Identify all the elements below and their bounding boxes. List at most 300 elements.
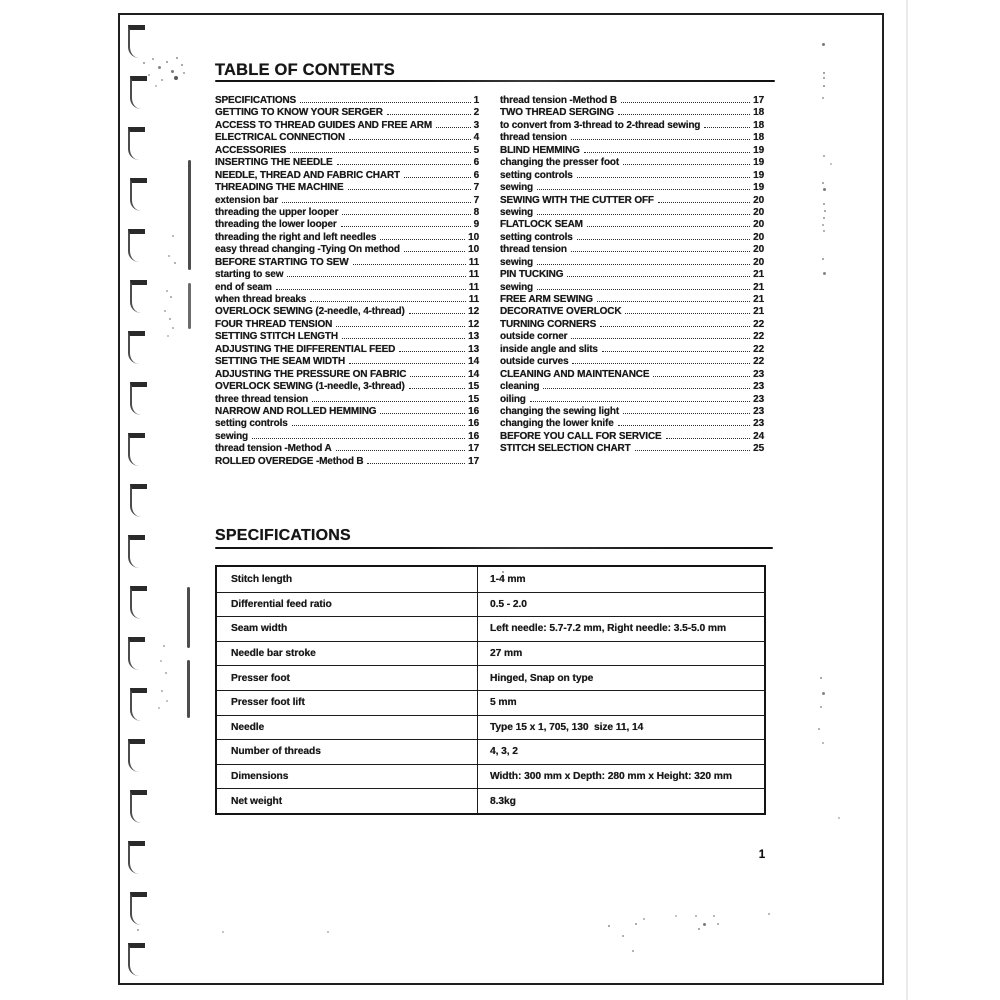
toc-entry-page: 7 xyxy=(473,182,479,194)
binding-hole-mark xyxy=(128,433,145,466)
toc-entry-label: changing the lower knife xyxy=(500,418,614,430)
toc-entry-page: 21 xyxy=(753,294,764,305)
leader-dots xyxy=(310,301,465,302)
leader-dots xyxy=(312,401,465,402)
spec-value-cell: Width: 300 mm x Depth: 280 mm x Height: 320 mm xyxy=(477,765,764,789)
leader-dots xyxy=(653,376,750,377)
toc-entry-page: 15 xyxy=(468,381,479,393)
scan-speck xyxy=(161,690,163,692)
spec-table xyxy=(215,565,766,815)
scan-speck xyxy=(160,660,162,662)
toc-entry-page: 23 xyxy=(753,368,764,380)
scan-speck xyxy=(823,155,825,157)
leader-dots xyxy=(353,264,466,265)
scan-speck xyxy=(181,64,183,66)
toc-entry-label: THREADING THE MACHINE xyxy=(215,182,344,194)
toc-entry xyxy=(500,145,764,157)
toc-entry xyxy=(500,182,764,194)
toc-entry-label: SEWING WITH THE CUTTER OFF xyxy=(500,194,654,206)
binding-hole-mark xyxy=(130,484,147,517)
leader-dots xyxy=(577,239,751,240)
spec-label-cell: Presser foot xyxy=(231,672,290,684)
scan-speck xyxy=(137,929,139,931)
toc-entry xyxy=(500,107,764,119)
spec-label-cell: Needle xyxy=(231,721,265,733)
toc-entry-page: 20 xyxy=(753,256,764,268)
scan-speck xyxy=(823,188,826,191)
leader-dots xyxy=(587,226,750,227)
toc-entry-page: 17 xyxy=(468,443,479,455)
scan-speck xyxy=(820,706,822,708)
scan-speck xyxy=(166,700,168,702)
toc-entry-page: 19 xyxy=(753,182,764,194)
toc-entry-page: 21 xyxy=(753,306,764,318)
toc-entry-label: ACCESSORIES xyxy=(215,144,287,156)
toc-entry-label: thread tension xyxy=(500,244,567,256)
toc-entry-page: 11 xyxy=(468,294,479,305)
spec-value-cell: 8.3kg xyxy=(477,789,764,813)
scan-speck xyxy=(717,923,719,925)
toc-entry xyxy=(215,219,479,231)
toc-entry xyxy=(215,319,479,331)
leader-dots xyxy=(572,363,750,364)
toc-entry-page: 21 xyxy=(753,269,764,281)
scan-speck xyxy=(675,915,677,917)
scan-speck xyxy=(174,262,176,264)
toc-entry-page: 18 xyxy=(753,107,764,119)
scan-speck xyxy=(823,77,825,79)
leader-dots xyxy=(537,214,750,215)
scan-speck xyxy=(635,923,637,925)
toc-entry-label: outside corner xyxy=(500,331,568,343)
toc-entry xyxy=(215,456,479,468)
toc-entry xyxy=(215,381,479,393)
leader-dots xyxy=(621,102,750,103)
toc-entry xyxy=(215,132,479,144)
spec-row xyxy=(217,788,764,813)
scan-speck xyxy=(165,672,167,674)
toc-title: TABLE OF CONTENTS xyxy=(215,61,396,79)
toc-entry-label: TURNING CORNERS xyxy=(500,318,597,330)
toc-entry-label: BEFORE STARTING TO SEW xyxy=(215,256,349,268)
scan-speck xyxy=(502,571,504,573)
toc-entry-page: 12 xyxy=(468,318,479,330)
leader-dots xyxy=(597,301,750,302)
leader-dots xyxy=(530,401,750,402)
leader-dots xyxy=(666,438,751,439)
spec-row xyxy=(217,641,764,666)
toc-entry-page: 6 xyxy=(473,157,479,169)
leader-dots xyxy=(584,152,750,153)
leader-dots xyxy=(404,251,465,252)
toc-entry-page: 25 xyxy=(753,443,764,455)
toc-entry-page: 14 xyxy=(468,356,479,368)
toc-entry-label: threading the right and left needles xyxy=(215,231,377,243)
leader-dots xyxy=(282,202,471,203)
scan-speck xyxy=(170,296,172,298)
scan-artifact-line xyxy=(187,660,190,718)
toc-entry-page: 10 xyxy=(468,231,479,243)
spec-label-cell: Presser foot lift xyxy=(231,697,305,709)
toc-entry-page: 4 xyxy=(473,132,479,144)
toc-entry xyxy=(500,356,764,368)
toc-entry-page: 22 xyxy=(753,356,764,368)
binding-hole-mark xyxy=(128,229,145,262)
toc-entry-page: 10 xyxy=(468,244,479,256)
spec-value-cell: Left needle: 5.7-7.2 mm, Right needle: 3.5-5.0 mm xyxy=(477,617,764,641)
toc-entry xyxy=(500,170,764,182)
toc-entry xyxy=(500,219,764,231)
toc-entry xyxy=(215,232,479,244)
spec-label-cell: Net weight xyxy=(231,795,283,807)
toc-entry-label: starting to sew xyxy=(215,269,284,281)
scan-speck xyxy=(167,335,169,337)
scan-artifact-line xyxy=(188,160,191,270)
spec-label-cell: Stitch length xyxy=(231,573,293,585)
scan-speck xyxy=(822,182,824,184)
toc-entry xyxy=(215,306,479,318)
toc-entry-label: end of seam xyxy=(215,281,272,293)
toc-entry xyxy=(215,120,479,132)
toc-entry-page: 5 xyxy=(473,144,479,156)
toc-title-underline xyxy=(215,80,775,82)
scan-speck xyxy=(822,97,824,99)
toc-entry-label: OVERLOCK SEWING (1-needle, 3-thread) xyxy=(215,381,405,393)
toc-entry xyxy=(500,331,764,343)
binding-hole-mark xyxy=(130,280,147,313)
scan-speck xyxy=(822,224,824,226)
toc-entry-page: 11 xyxy=(468,281,479,293)
spec-value-cell: 1-4 mm xyxy=(477,567,764,592)
toc-entry-label: FREE ARM SEWING xyxy=(500,294,593,305)
toc-entry xyxy=(215,431,479,443)
leader-dots xyxy=(571,139,750,140)
toc-entry xyxy=(500,269,764,281)
toc-entry-page: 19 xyxy=(753,144,764,156)
toc-entry xyxy=(500,369,764,381)
spec-label-cell: Number of threads xyxy=(231,746,321,758)
toc-entry-label: BEFORE YOU CALL FOR SERVICE xyxy=(500,430,662,442)
toc-entry xyxy=(215,406,479,418)
spec-row xyxy=(217,665,764,690)
scan-speck xyxy=(822,43,825,46)
scan-speck xyxy=(176,57,178,59)
scan-speck xyxy=(148,74,150,76)
leader-dots xyxy=(300,102,471,103)
scan-speck xyxy=(823,203,825,205)
leader-dots xyxy=(336,326,465,327)
spec-row xyxy=(217,567,764,592)
binding-hole-mark xyxy=(128,943,145,976)
binding-hole-mark xyxy=(128,739,145,772)
scan-speck xyxy=(823,230,825,232)
toc-entry-label: setting controls xyxy=(500,169,573,181)
toc-entry-label: NEEDLE, THREAD AND FABRIC CHART xyxy=(215,169,400,181)
page-number: 1 xyxy=(758,849,766,861)
toc-entry-label: PIN TUCKING xyxy=(500,269,564,281)
toc-entry-label: INSERTING THE NEEDLE xyxy=(215,157,333,169)
spec-value-cell: 27 mm xyxy=(477,642,764,666)
binding-hole-mark xyxy=(130,586,147,619)
scan-speck xyxy=(698,928,700,930)
toc-entry-page: 23 xyxy=(753,418,764,430)
scan-speck xyxy=(155,85,157,87)
binding-hole-mark xyxy=(128,841,145,874)
toc-entry xyxy=(500,195,764,207)
toc-entry-page: 2 xyxy=(473,107,479,119)
toc-entry-page: 22 xyxy=(753,331,764,343)
spec-value-cell: 0.5 - 2.0 xyxy=(477,593,764,617)
leader-dots xyxy=(287,276,465,277)
toc-entry xyxy=(500,443,764,455)
toc-entry xyxy=(500,207,764,219)
leader-dots xyxy=(410,376,465,377)
leader-dots xyxy=(571,338,750,339)
toc-entry-label: sewing xyxy=(215,430,248,442)
scan-speck xyxy=(823,272,826,275)
binding-hole-mark xyxy=(130,382,147,415)
leader-dots xyxy=(341,226,471,227)
toc-entry-page: 23 xyxy=(753,381,764,393)
toc-entry xyxy=(215,145,479,157)
toc-entry-page: 14 xyxy=(468,368,479,380)
toc-entry xyxy=(500,244,764,256)
leader-dots xyxy=(342,338,465,339)
binding-hole-mark xyxy=(128,535,145,568)
toc-entry-label: sewing xyxy=(500,206,533,218)
toc-entry-label: threading the lower looper xyxy=(215,219,337,231)
toc-entry-page: 24 xyxy=(753,430,764,442)
scan-speck xyxy=(171,70,174,73)
toc-entry-page: 16 xyxy=(468,418,479,430)
scan-speck xyxy=(166,290,168,292)
toc-entry-label: GETTING TO KNOW YOUR SERGER xyxy=(215,107,383,119)
spec-label-cell: Seam width xyxy=(231,623,288,635)
scan-speck xyxy=(713,915,715,917)
binding-hole-mark xyxy=(128,25,145,58)
spec-row xyxy=(217,739,764,764)
leader-dots xyxy=(537,289,750,290)
toc-entry xyxy=(215,257,479,269)
toc-entry-label: sewing xyxy=(500,182,533,194)
toc-entry-page: 22 xyxy=(753,318,764,330)
scan-speck xyxy=(703,923,706,926)
toc-entry xyxy=(215,170,479,182)
scan-speck xyxy=(823,217,825,219)
toc-entry-label: NARROW AND ROLLED HEMMING xyxy=(215,405,377,417)
toc-entry xyxy=(215,107,479,119)
toc-entry-label: thread tension -Method A xyxy=(215,443,332,455)
leader-dots xyxy=(704,127,750,128)
scan-speck xyxy=(608,925,610,927)
scan-speck xyxy=(822,692,825,695)
toc-entry xyxy=(215,394,479,406)
leader-dots xyxy=(380,239,465,240)
toc-entry-page: 20 xyxy=(753,194,764,206)
binding-hole-mark xyxy=(130,892,147,925)
leader-dots xyxy=(337,164,471,165)
leader-dots xyxy=(618,114,750,115)
toc-entry-label: extension bar xyxy=(215,194,279,206)
toc-entry-label: ROLLED OVEREDGE -Method B xyxy=(215,455,364,467)
toc-entry xyxy=(215,344,479,356)
toc-entry-label: thread tension xyxy=(500,132,567,144)
toc-entry xyxy=(500,132,764,144)
scan-speck xyxy=(163,645,165,647)
leader-dots xyxy=(543,388,750,389)
scan-speck xyxy=(838,817,840,819)
toc-entry-label: sewing xyxy=(500,281,533,293)
scan-speck xyxy=(768,913,770,915)
toc-entry xyxy=(500,306,764,318)
toc-entry xyxy=(500,431,764,443)
toc-entry-label: DECORATIVE OVERLOCK xyxy=(500,306,622,318)
scan-speck xyxy=(632,950,634,952)
toc-entry-label: ADJUSTING THE PRESSURE ON FABRIC xyxy=(215,368,407,380)
toc-entry-page: 18 xyxy=(753,119,764,131)
spec-row xyxy=(217,592,764,617)
toc-entry-page: 8 xyxy=(473,206,479,218)
leader-dots xyxy=(387,114,471,115)
toc-entry-page: 9 xyxy=(473,219,479,231)
toc-entry xyxy=(500,394,764,406)
toc-entry-label: SETTING STITCH LENGTH xyxy=(215,331,338,343)
toc-entry xyxy=(500,294,764,306)
toc-entry xyxy=(215,95,479,107)
toc-entry-page: 11 xyxy=(468,269,479,281)
toc-entry-page: 1 xyxy=(473,95,479,106)
toc-entry xyxy=(500,95,764,107)
toc-entry-label: BLIND HEMMING xyxy=(500,144,580,156)
spec-value-cell: Type 15 x 1, 705, 130 size 11, 14 xyxy=(477,716,764,740)
specs-title: SPECIFICATIONS xyxy=(215,527,351,544)
leader-dots xyxy=(349,363,465,364)
leader-dots xyxy=(380,413,465,414)
binding-hole-mark xyxy=(130,790,147,823)
leader-dots xyxy=(252,438,465,439)
toc-entry-label: FOUR THREAD TENSION xyxy=(215,318,333,330)
spec-row xyxy=(217,715,764,740)
scan-speck xyxy=(158,707,160,709)
toc-entry xyxy=(215,294,479,306)
toc-entry-page: 18 xyxy=(753,132,764,144)
leader-dots xyxy=(571,251,750,252)
toc-entry-label: three thread tension xyxy=(215,393,309,405)
toc-entry xyxy=(215,356,479,368)
binding-hole-mark xyxy=(130,76,147,109)
leader-dots xyxy=(436,127,471,128)
leader-dots xyxy=(349,139,471,140)
scan-speck xyxy=(818,728,820,730)
leader-dots xyxy=(367,463,465,464)
toc-entry-page: 13 xyxy=(468,343,479,355)
leader-dots xyxy=(409,388,466,389)
toc-entry-label: outside curves xyxy=(500,356,569,368)
toc-entry-page: 7 xyxy=(473,194,479,206)
toc-entry-label: changing the presser foot xyxy=(500,157,620,169)
toc-entry-page: 22 xyxy=(753,343,764,355)
toc-entry xyxy=(500,157,764,169)
spec-value-cell: 4, 3, 2 xyxy=(477,740,764,764)
leader-dots xyxy=(537,189,750,190)
scan-speck xyxy=(143,62,145,64)
scan-speck xyxy=(824,210,826,212)
toc-entry xyxy=(500,282,764,294)
leader-dots xyxy=(336,450,466,451)
toc-entry-label: TWO THREAD SERGING xyxy=(500,107,614,119)
leader-dots xyxy=(625,313,750,314)
toc-entry-page: 20 xyxy=(753,219,764,231)
scan-speck xyxy=(164,310,166,312)
scan-speck xyxy=(695,915,697,917)
toc-entry-page: 13 xyxy=(468,331,479,343)
spec-label-cell: Dimensions xyxy=(231,771,289,783)
scan-speck xyxy=(174,76,178,80)
leader-dots xyxy=(623,164,750,165)
toc-entry xyxy=(215,282,479,294)
scan-speck xyxy=(222,931,224,933)
toc-entry-page: 15 xyxy=(468,393,479,405)
leader-dots xyxy=(618,425,751,426)
toc-entry-label: ACCESS TO THREAD GUIDES AND FREE ARM xyxy=(215,119,433,131)
toc-entry-label: ADJUSTING THE DIFFERENTIAL FEED xyxy=(215,343,396,355)
toc-entry-page: 20 xyxy=(753,206,764,218)
scan-artifact-line xyxy=(187,587,190,648)
toc-entry-page: 6 xyxy=(473,169,479,181)
scan-speck xyxy=(643,918,645,920)
toc-entry-page: 21 xyxy=(753,281,764,293)
binding-hole-mark xyxy=(130,178,147,211)
toc-entry-page: 11 xyxy=(468,256,479,268)
leader-dots xyxy=(348,189,471,190)
specs-title-underline xyxy=(215,547,773,549)
toc-entry xyxy=(215,418,479,430)
toc-entry-label: oiling xyxy=(500,393,526,405)
leader-dots xyxy=(399,351,465,352)
scan-speck xyxy=(161,79,163,81)
spec-row xyxy=(217,764,764,789)
scan-edge-artifact xyxy=(906,0,908,1000)
spec-value-cell: 5 mm xyxy=(477,691,764,715)
scan-speck xyxy=(822,742,824,744)
leader-dots xyxy=(342,214,470,215)
toc-entry-label: SPECIFICATIONS xyxy=(215,95,297,106)
toc-entry-label: CLEANING AND MAINTENANCE xyxy=(500,368,650,380)
scan-speck xyxy=(172,327,174,329)
toc-entry-label: ELECTRICAL CONNECTION xyxy=(215,132,345,144)
scan-speck xyxy=(823,85,825,87)
toc-entry-page: 23 xyxy=(753,393,764,405)
toc-entry xyxy=(500,257,764,269)
spec-row xyxy=(217,690,764,715)
leader-dots xyxy=(537,264,750,265)
toc-entry xyxy=(500,406,764,418)
scan-speck xyxy=(830,163,832,165)
toc-entry-label: inside angle and slits xyxy=(500,343,598,355)
toc-entry-label: to convert from 3-thread to 2-thread sewing xyxy=(500,119,701,131)
spec-value-cell: Hinged, Snap on type xyxy=(477,666,764,690)
toc-entry-label: STITCH SELECTION CHART xyxy=(500,443,631,455)
leader-dots xyxy=(276,289,466,290)
scan-speck xyxy=(166,61,168,63)
toc-entry-label: thread tension -Method B xyxy=(500,95,617,106)
scan-artifact-line xyxy=(188,283,191,329)
toc-entry-label: threading the upper looper xyxy=(215,206,339,218)
binding-hole-mark xyxy=(130,688,147,721)
scan-speck xyxy=(823,72,825,74)
leader-dots xyxy=(658,202,750,203)
scan-speck xyxy=(172,235,174,237)
